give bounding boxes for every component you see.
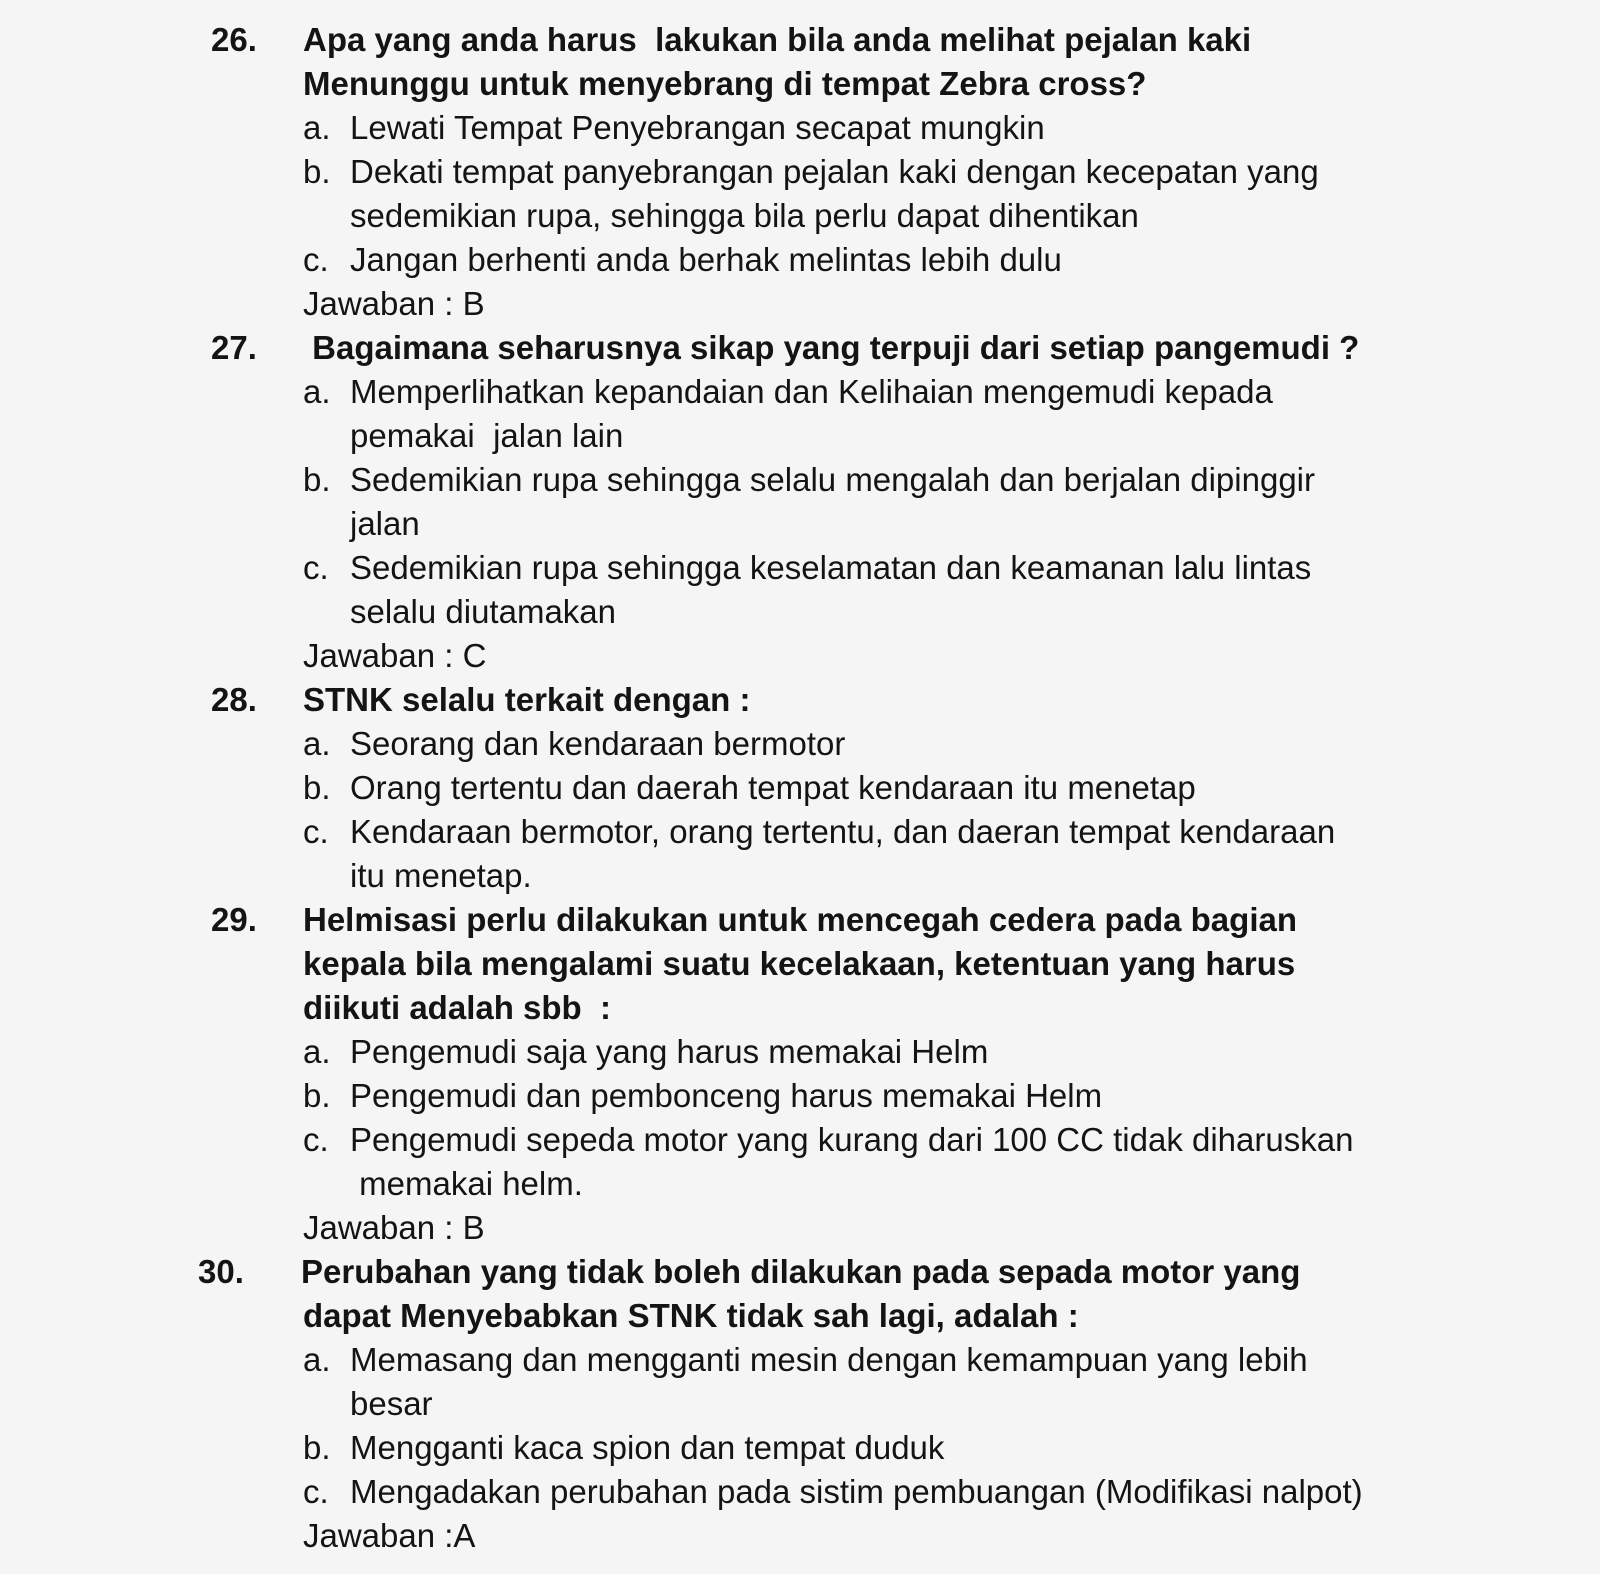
- option-text: Sedemikian rupa sehingga selalu mengalah dan berjalan dipinggir: [350, 461, 1315, 498]
- question-number: 30.: [198, 1253, 244, 1290]
- option-text: Memperlihatkan kepandaian dan Kelihaian mengemudi kepada: [350, 373, 1273, 410]
- option-letter: b.: [303, 1077, 331, 1114]
- question-number: 28.: [211, 681, 257, 718]
- question-text: Apa yang anda harus lakukan bila anda melihat pejalan kaki: [303, 21, 1252, 58]
- option-text: pemakai jalan lain: [350, 417, 624, 454]
- option-letter: c.: [303, 813, 329, 850]
- option-letter: c.: [303, 241, 329, 278]
- option-text: memakai helm.: [350, 1165, 583, 1202]
- option-text: sedemikian rupa, sehingga bila perlu dapat dihentikan: [350, 197, 1139, 234]
- option-text: Mengadakan perubahan pada sistim pembuangan (Modifikasi nalpot): [350, 1473, 1363, 1510]
- option-text: Mengganti kaca spion dan tempat duduk: [350, 1429, 945, 1466]
- option-letter: b.: [303, 769, 331, 806]
- option-text: Pengemudi dan pembonceng harus memakai Helm: [350, 1077, 1103, 1114]
- option-text: Orang tertentu dan daerah tempat kendaraan itu menetap: [350, 769, 1196, 806]
- answer-text: Jawaban : C: [303, 637, 487, 674]
- option-letter: a.: [303, 725, 331, 762]
- question-text: kepala bila mengalami suatu kecelakaan, ketentuan yang harus: [303, 945, 1296, 982]
- question-text: STNK selalu terkait dengan :: [303, 681, 751, 718]
- option-text: Kendaraan bermotor, orang tertentu, dan daeran tempat kendaraan: [350, 813, 1336, 850]
- question-text: Helmisasi perlu dilakukan untuk mencegah cedera pada bagian: [303, 901, 1297, 938]
- option-letter: c.: [303, 1121, 329, 1158]
- option-letter: a.: [303, 373, 331, 410]
- option-letter: b.: [303, 1429, 331, 1466]
- option-letter: a.: [303, 1033, 331, 1070]
- answer-text: Jawaban : B: [303, 285, 485, 322]
- option-letter: c.: [303, 549, 329, 586]
- option-letter: c.: [303, 1473, 329, 1510]
- option-text: Jangan berhenti anda berhak melintas lebih dulu: [350, 241, 1062, 278]
- question-text: Bagaimana seharusnya sikap yang terpuji dari setiap pangemudi ?: [303, 329, 1360, 366]
- option-letter: b.: [303, 153, 331, 190]
- question-number: 26.: [211, 21, 257, 58]
- question-text: diikuti adalah sbb :: [303, 989, 612, 1026]
- option-text: Sedemikian rupa sehingga keselamatan dan keamanan lalu lintas: [350, 549, 1312, 586]
- question-text: dapat Menyebabkan STNK tidak sah lagi, adalah :: [303, 1297, 1079, 1334]
- option-text: Lewati Tempat Penyebrangan secapat mungkin: [350, 109, 1045, 146]
- question-number: 29.: [211, 901, 257, 938]
- answer-text: Jawaban : B: [303, 1209, 485, 1246]
- option-text: selalu diutamakan: [350, 593, 616, 630]
- option-text: Seorang dan kendaraan bermotor: [350, 725, 846, 762]
- option-text: jalan: [350, 505, 420, 542]
- option-letter: b.: [303, 461, 331, 498]
- option-text: itu menetap.: [350, 857, 532, 894]
- question-text: Menunggu untuk menyebrang di tempat Zebra cross?: [303, 65, 1147, 102]
- option-letter: a.: [303, 1341, 331, 1378]
- option-text: Pengemudi saja yang harus memakai Helm: [350, 1033, 989, 1070]
- question-number: 27.: [211, 329, 257, 366]
- question-text: Perubahan yang tidak boleh dilakukan pada sepada motor yang: [301, 1253, 1301, 1290]
- option-text: Memasang dan mengganti mesin dengan kemampuan yang lebih: [350, 1341, 1308, 1378]
- option-text: Pengemudi sepeda motor yang kurang dari 100 CC tidak diharuskan: [350, 1121, 1354, 1158]
- answer-text: Jawaban :A: [303, 1517, 476, 1554]
- option-text: besar: [350, 1385, 433, 1422]
- option-text: Dekati tempat panyebrangan pejalan kaki dengan kecepatan yang: [350, 153, 1319, 190]
- option-letter: a.: [303, 109, 331, 146]
